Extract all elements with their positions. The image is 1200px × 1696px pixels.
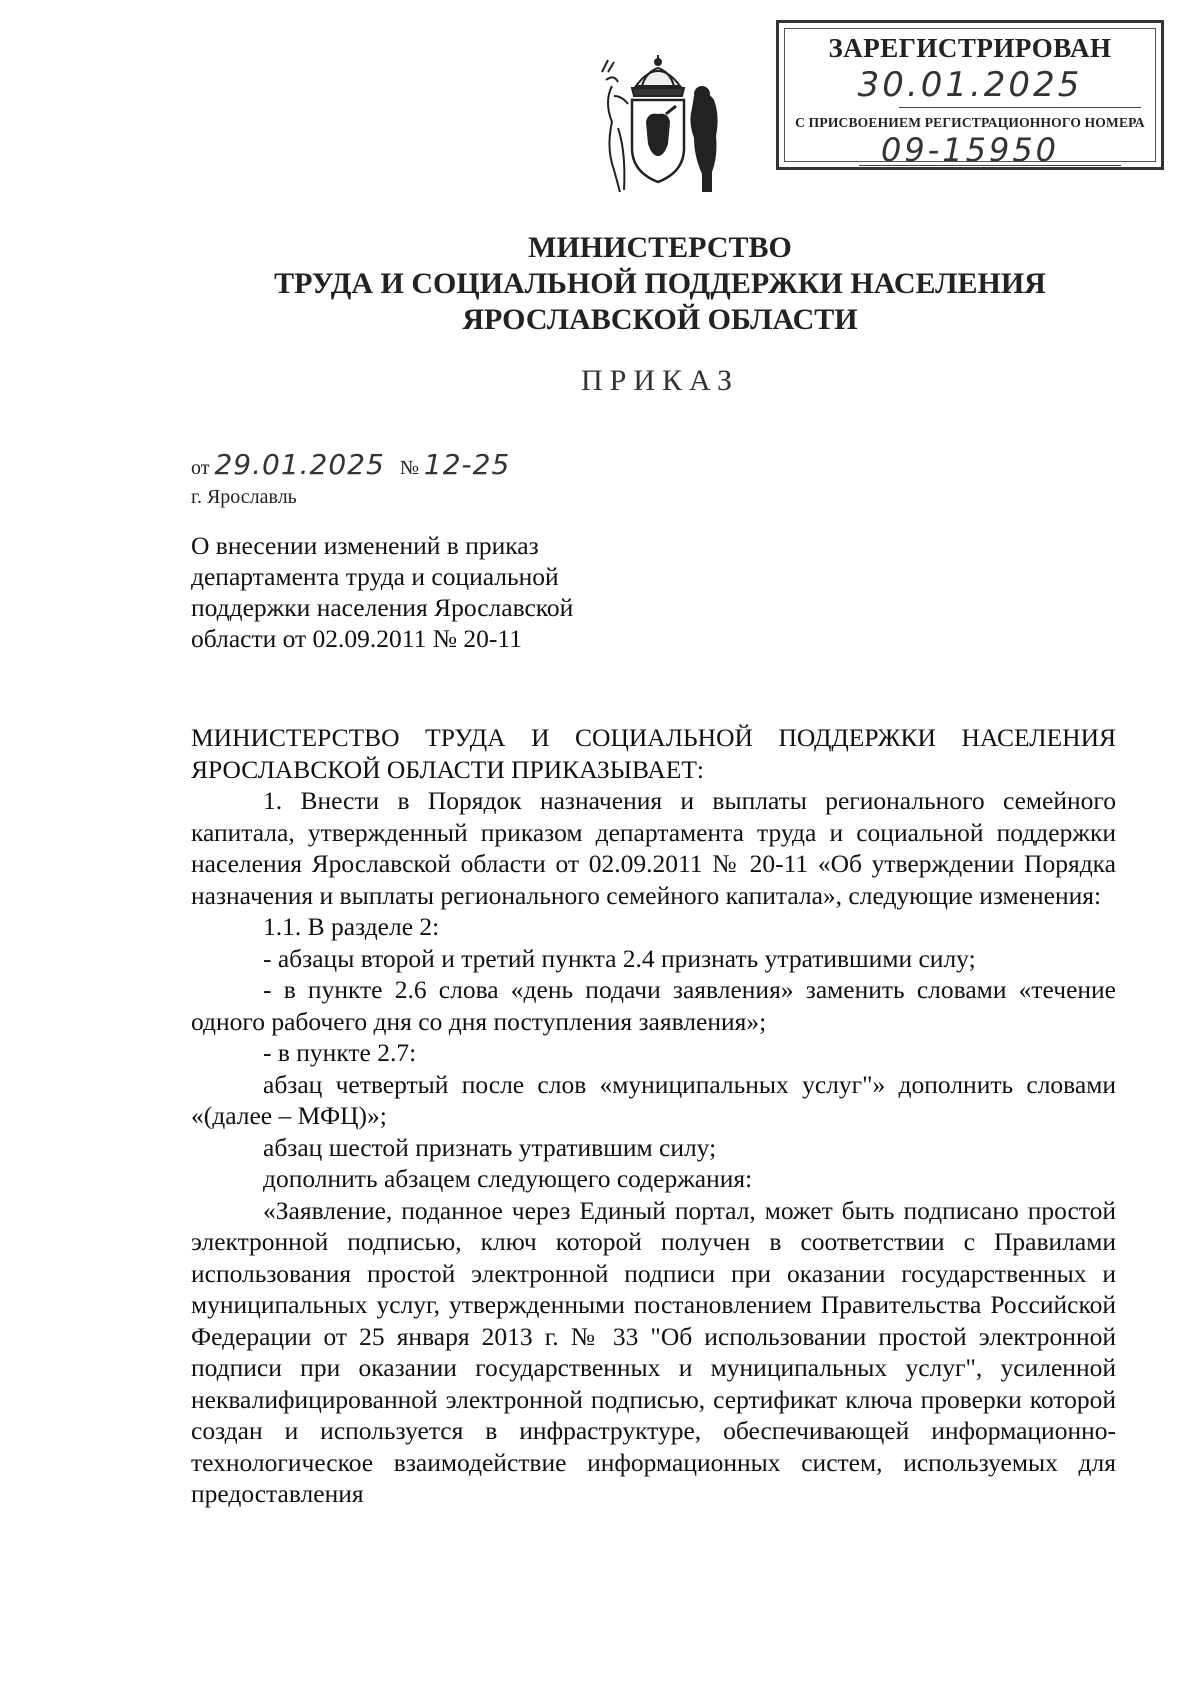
paragraph: абзац четвертый после слов «муниципальных услуг"» дополнить словами «(далее – МФЦ)»; (191, 1069, 1116, 1130)
ministry-heading (180, 230, 1140, 338)
paragraph: - в пункте 2.6 слова «день подачи заявления» заменить словами «течение одного рабочего дня со дня поступления заявления»; (191, 975, 1116, 1036)
heading-line: ЯРОСЛАВСКОЙ ОБЛАСТИ (462, 303, 858, 336)
paragraph: «Заявление, поданное через Единый портал, может быть подписано простой электронной подписью, ключ которой получен в соответствии с Правилами использования простой электронной подписи при оказании государственных и муниципальных услуг, утвержденными постановлением Правительства Российской Федерации от 25 января 2013 г. № 33 "Об использовании простой электронной подписи при оказании государственных и муниципальных услуг", усиленной неквалифицированной электронной подписью, сертификат ключа проверки которой создан и используется в инфраструктуре, обеспечивающей информационно-технологическое взаимодействие информационных систем, используемых для предоставления (191, 1195, 1116, 1508)
order-subject: О внесении изменений в приказ департамента труда и социальной поддержки населения Ярославской области от 02.09.2011 № 20-11 (191, 531, 574, 653)
order-date: 29.01.2025 (214, 448, 385, 481)
paragraph: 1.1. В разделе 2: (263, 912, 440, 941)
bear-supporter-icon (690, 86, 717, 192)
paragraph: абзац шестой признать утратившим силу; (263, 1132, 717, 1162)
city: г. Ярославль (191, 486, 297, 508)
paragraph: дополнить абзацем следующего содержания: (263, 1164, 753, 1193)
stamp-title: ЗАРЕГИСТРИРОВАН (828, 33, 1112, 63)
stamp-divider (859, 165, 1121, 166)
order-number: 12-25 (423, 448, 511, 481)
paragraph: - в пункте 2.7: (263, 1038, 417, 1067)
order-meta (191, 448, 510, 481)
coat-of-arms-icon (588, 52, 728, 200)
registration-stamp (776, 20, 1164, 170)
stamp-divider (899, 107, 1141, 108)
document-body (191, 722, 1116, 1510)
document-type: ПРИКАЗ (581, 364, 739, 397)
stamp-date: 30.01.2025 (857, 65, 1083, 105)
paragraph: 1. Внести в Порядок назначения и выплаты регионального семейного капитала, утвержденный приказом департамента труда и социальной поддержки населения Ярославской области от 02.09.2011 № 20-11 «Об утверждении Порядка назначения и выплаты регионального семейного капитала», следующие изменения: (191, 786, 1116, 910)
heading-line: МИНИСТЕРСТВО (528, 231, 792, 264)
preamble: МИНИСТЕРСТВО ТРУДА И СОЦИАЛЬНОЙ ПОДДЕРЖКИ НАСЕЛЕНИЯ ЯРОСЛАВСКОЙ ОБЛАСТИ ПРИКАЗЫВАЕТ: (191, 723, 1116, 784)
heading-line: ТРУДА И СОЦИАЛЬНОЙ ПОДДЕРЖКИ НАСЕЛЕНИЯ (274, 267, 1046, 300)
paragraph: - абзацы второй и третий пункта 2.4 признать утратившими силу; (263, 943, 976, 973)
crown-icon (632, 55, 684, 96)
from-label: от (191, 457, 210, 479)
number-label: № (399, 457, 419, 479)
stamp-registration-number: 09-15950 (880, 131, 1060, 169)
stamp-subtitle: С ПРИСВОЕНИЕМ РЕГИСТРАЦИОННОГО НОМЕРА (795, 115, 1145, 130)
deer-supporter-icon (602, 60, 628, 192)
